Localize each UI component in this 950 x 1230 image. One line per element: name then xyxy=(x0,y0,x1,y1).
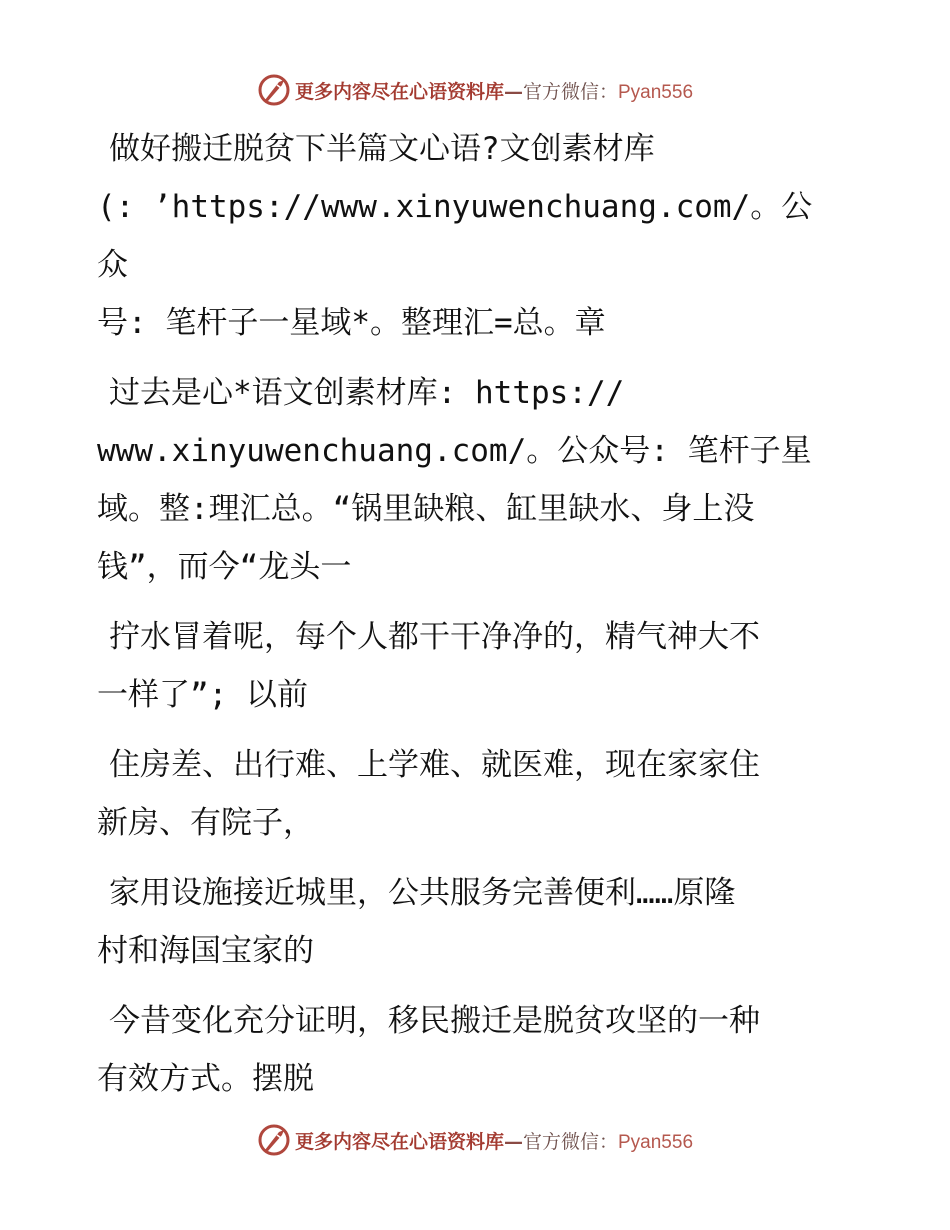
header-dash: — xyxy=(503,80,523,103)
paragraph-2-line-1: 过去是心*语文创素材库: https:// xyxy=(109,375,625,411)
paragraph-1-line-2: (: ’https://www.xinyuwenchuang.com/。公众 xyxy=(97,189,813,283)
footer-banner xyxy=(0,1120,950,1160)
paragraph-2-line-4: 钱”，而今“龙头一 xyxy=(97,549,352,585)
paragraph-5 xyxy=(97,864,837,980)
paragraph-5-line-2: 村和海国宝家的 xyxy=(97,933,314,969)
paragraph-6 xyxy=(97,992,837,1108)
header-site-name: 更多内容尽在心语资料库 xyxy=(294,80,504,103)
header-banner xyxy=(0,70,950,110)
paragraph-2-line-2: www.xinyuwenchuang.com/。公众号: 笔杆子星 xyxy=(97,433,812,469)
footer-dash: — xyxy=(503,1130,523,1153)
paragraph-4 xyxy=(97,736,837,852)
paragraph-4-line-2: 新房、有院子， xyxy=(97,805,314,841)
header-wechat-id: Pyan556 xyxy=(618,81,694,103)
footer-wechat-id: Pyan556 xyxy=(618,1131,694,1153)
quill-pen-logo-icon xyxy=(257,1123,291,1157)
document-body xyxy=(97,120,837,1108)
header-text xyxy=(295,77,693,104)
paragraph-3 xyxy=(97,608,837,724)
paragraph-1-line-3: 号: 笔杆子一星域*。整理汇=总。章 xyxy=(97,305,606,341)
paragraph-4-line-1: 住房差、出行难、上学难、就医难，现在家家住 xyxy=(109,747,760,783)
footer-official-label: 官方微信： xyxy=(522,1130,618,1153)
header-official-label: 官方微信： xyxy=(522,80,618,103)
quill-pen-logo-icon xyxy=(257,73,291,107)
paragraph-5-line-1: 家用设施接近城里，公共服务完善便利……原隆 xyxy=(109,875,736,911)
paragraph-6-line-1: 今昔变化充分证明，移民搬迁是脱贫攻坚的一种 xyxy=(109,1003,760,1039)
paragraph-1-line-1: 做好搬迁脱贫下半篇文心语?文创素材库 xyxy=(109,131,655,167)
paragraph-6-line-2: 有效方式。摆脱 xyxy=(97,1061,314,1097)
paragraph-1 xyxy=(97,120,837,352)
paragraph-2 xyxy=(97,364,837,596)
paragraph-3-line-2: 一样了”; 以前 xyxy=(97,677,308,713)
footer-text xyxy=(295,1127,693,1154)
paragraph-2-line-3: 域。整:理汇总。“锅里缺粮、缸里缺水、身上没 xyxy=(97,491,755,527)
footer-site-name: 更多内容尽在心语资料库 xyxy=(294,1130,504,1153)
paragraph-3-line-1: 拧水冒着呢，每个人都干干净净的，精气神大不 xyxy=(109,619,760,655)
